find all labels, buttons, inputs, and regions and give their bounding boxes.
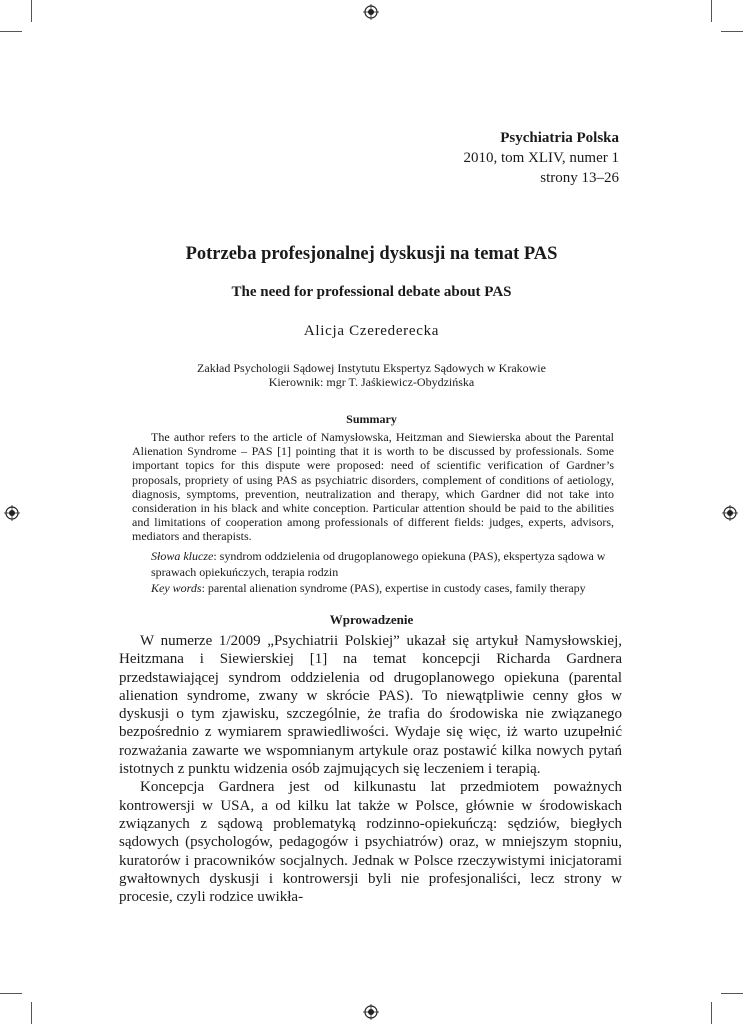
keywords-polish-label: Słowa klucze bbox=[151, 549, 214, 563]
registration-mark-icon bbox=[722, 505, 738, 521]
journal-name: Psychiatria Polska bbox=[500, 130, 619, 146]
journal-issue: 2010, tom XLIV, numer 1 bbox=[463, 150, 619, 166]
keywords-english-label: Key words bbox=[151, 581, 202, 596]
registration-mark-icon bbox=[4, 505, 20, 521]
section-heading-introduction: Wprowadzenie bbox=[329, 612, 414, 627]
crop-mark-bottom-left bbox=[31, 1002, 32, 1024]
keywords-english-text: : parental alienation syndrome (PAS), expertise in custody cases, family therapy bbox=[201, 581, 586, 596]
affiliation bbox=[0, 361, 743, 389]
crop-mark-bottom-right bbox=[711, 1002, 712, 1024]
article-title-polish: Potrzeba profesjonalnej dyskusji na temat PAS bbox=[185, 244, 558, 264]
keywords-polish-text: : syndrom oddzielenia od drugoplanowego opiekuna (PAS), ekspertyza sądowa w sprawach opiekuńczych, terapia rodzin bbox=[151, 549, 606, 580]
paragraph: W numerze 1/2009 „Psychiatrii Polskiej” ukazał się artykuł Namysłowskiej, Heitzmana i Siewierskiej [1] na temat koncepcji Richarda Gardnera przedstawiającej syndrom oddzielenia od drugoplanowego opiekuna (parental alienation syndrome, zwany w skrócie PAS). To niewątpliwie cenny głos w dyskusji o tym zjawisku, szczególnie, że trafia do środowiska nie związanego bezpośrednio z wymiarem sprawiedliwości. Wydaje się więc, iż warto uzupełnić rozważania zawarte we wspomnianym artykule oraz postawić kilka nowych pytań istotnych z punktu widzenia osób zajmujących się leczeniem i terapią. bbox=[119, 633, 622, 778]
keywords-polish bbox=[151, 548, 614, 580]
keywords-block bbox=[151, 548, 614, 597]
crop-mark-bottom-right-h bbox=[721, 993, 743, 994]
crop-mark-top-left-h bbox=[0, 31, 22, 32]
crop-mark-bottom-left-h bbox=[0, 993, 22, 994]
crop-mark-top-right-h bbox=[721, 31, 743, 32]
crop-mark-top-right bbox=[711, 0, 712, 22]
affiliation-head: Kierownik: mgr T. Jaśkiewicz-Obydzińska bbox=[268, 375, 475, 389]
journal-info bbox=[463, 128, 619, 188]
article-title-english: The need for professional debate about PAS bbox=[231, 284, 512, 300]
author-name: Alicja Czerederecka bbox=[303, 323, 440, 339]
registration-mark-icon bbox=[363, 1004, 379, 1020]
summary-heading: Summary bbox=[346, 412, 397, 426]
crop-mark-top-left bbox=[31, 0, 32, 22]
affiliation-institution: Zakład Psychologii Sądowej Instytutu Ekspertyz Sądowych w Krakowie bbox=[197, 361, 546, 375]
registration-mark-icon bbox=[363, 4, 379, 20]
paragraph: Koncepcja Gardnera jest od kilkunastu lat przedmiotem poważnych kontrowersji w USA, a od kilku lat także w Polsce, głównie w środowiskach związanych z sądową problematyką rodzinno-opiekuńczą: sędziów, biegłych sądowych (psychologów, pedagogów i psychiatrów) oraz, w mniejszym stopniu, kuratorów i pracowników socjalnych. Jednak w Polsce rzeczywistymi inicjatorami gwałtownych dyskusji i kontrowersji byli nie profesjonaliści, lecz strony w procesie, czyli rodzice uwikła- bbox=[119, 779, 622, 906]
summary-text: The author refers to the article of Namysłowska, Heitzman and Siewierska about the Parental Alienation Syndrome – PAS [1] pointing that it is worth to be discussed by professionals. Some important topics for this dispute were proposed: need of scientific verification of Gardner’s proposals, propriety of using PAS as psychiatric disorders, complement of conditions of aetiology, diagnosis, symptoms, prevention, neutralization and therapy, which Gardner did not take into consideration in his black and white conception. Particular attention should be paid to the abilities and limitations of cooperation among professionals of different fields: judges, experts, advisors, mediators and therapists. bbox=[132, 430, 614, 544]
keywords-english bbox=[151, 580, 614, 596]
introduction-body bbox=[119, 632, 622, 906]
journal-pages: strony 13–26 bbox=[540, 170, 619, 186]
